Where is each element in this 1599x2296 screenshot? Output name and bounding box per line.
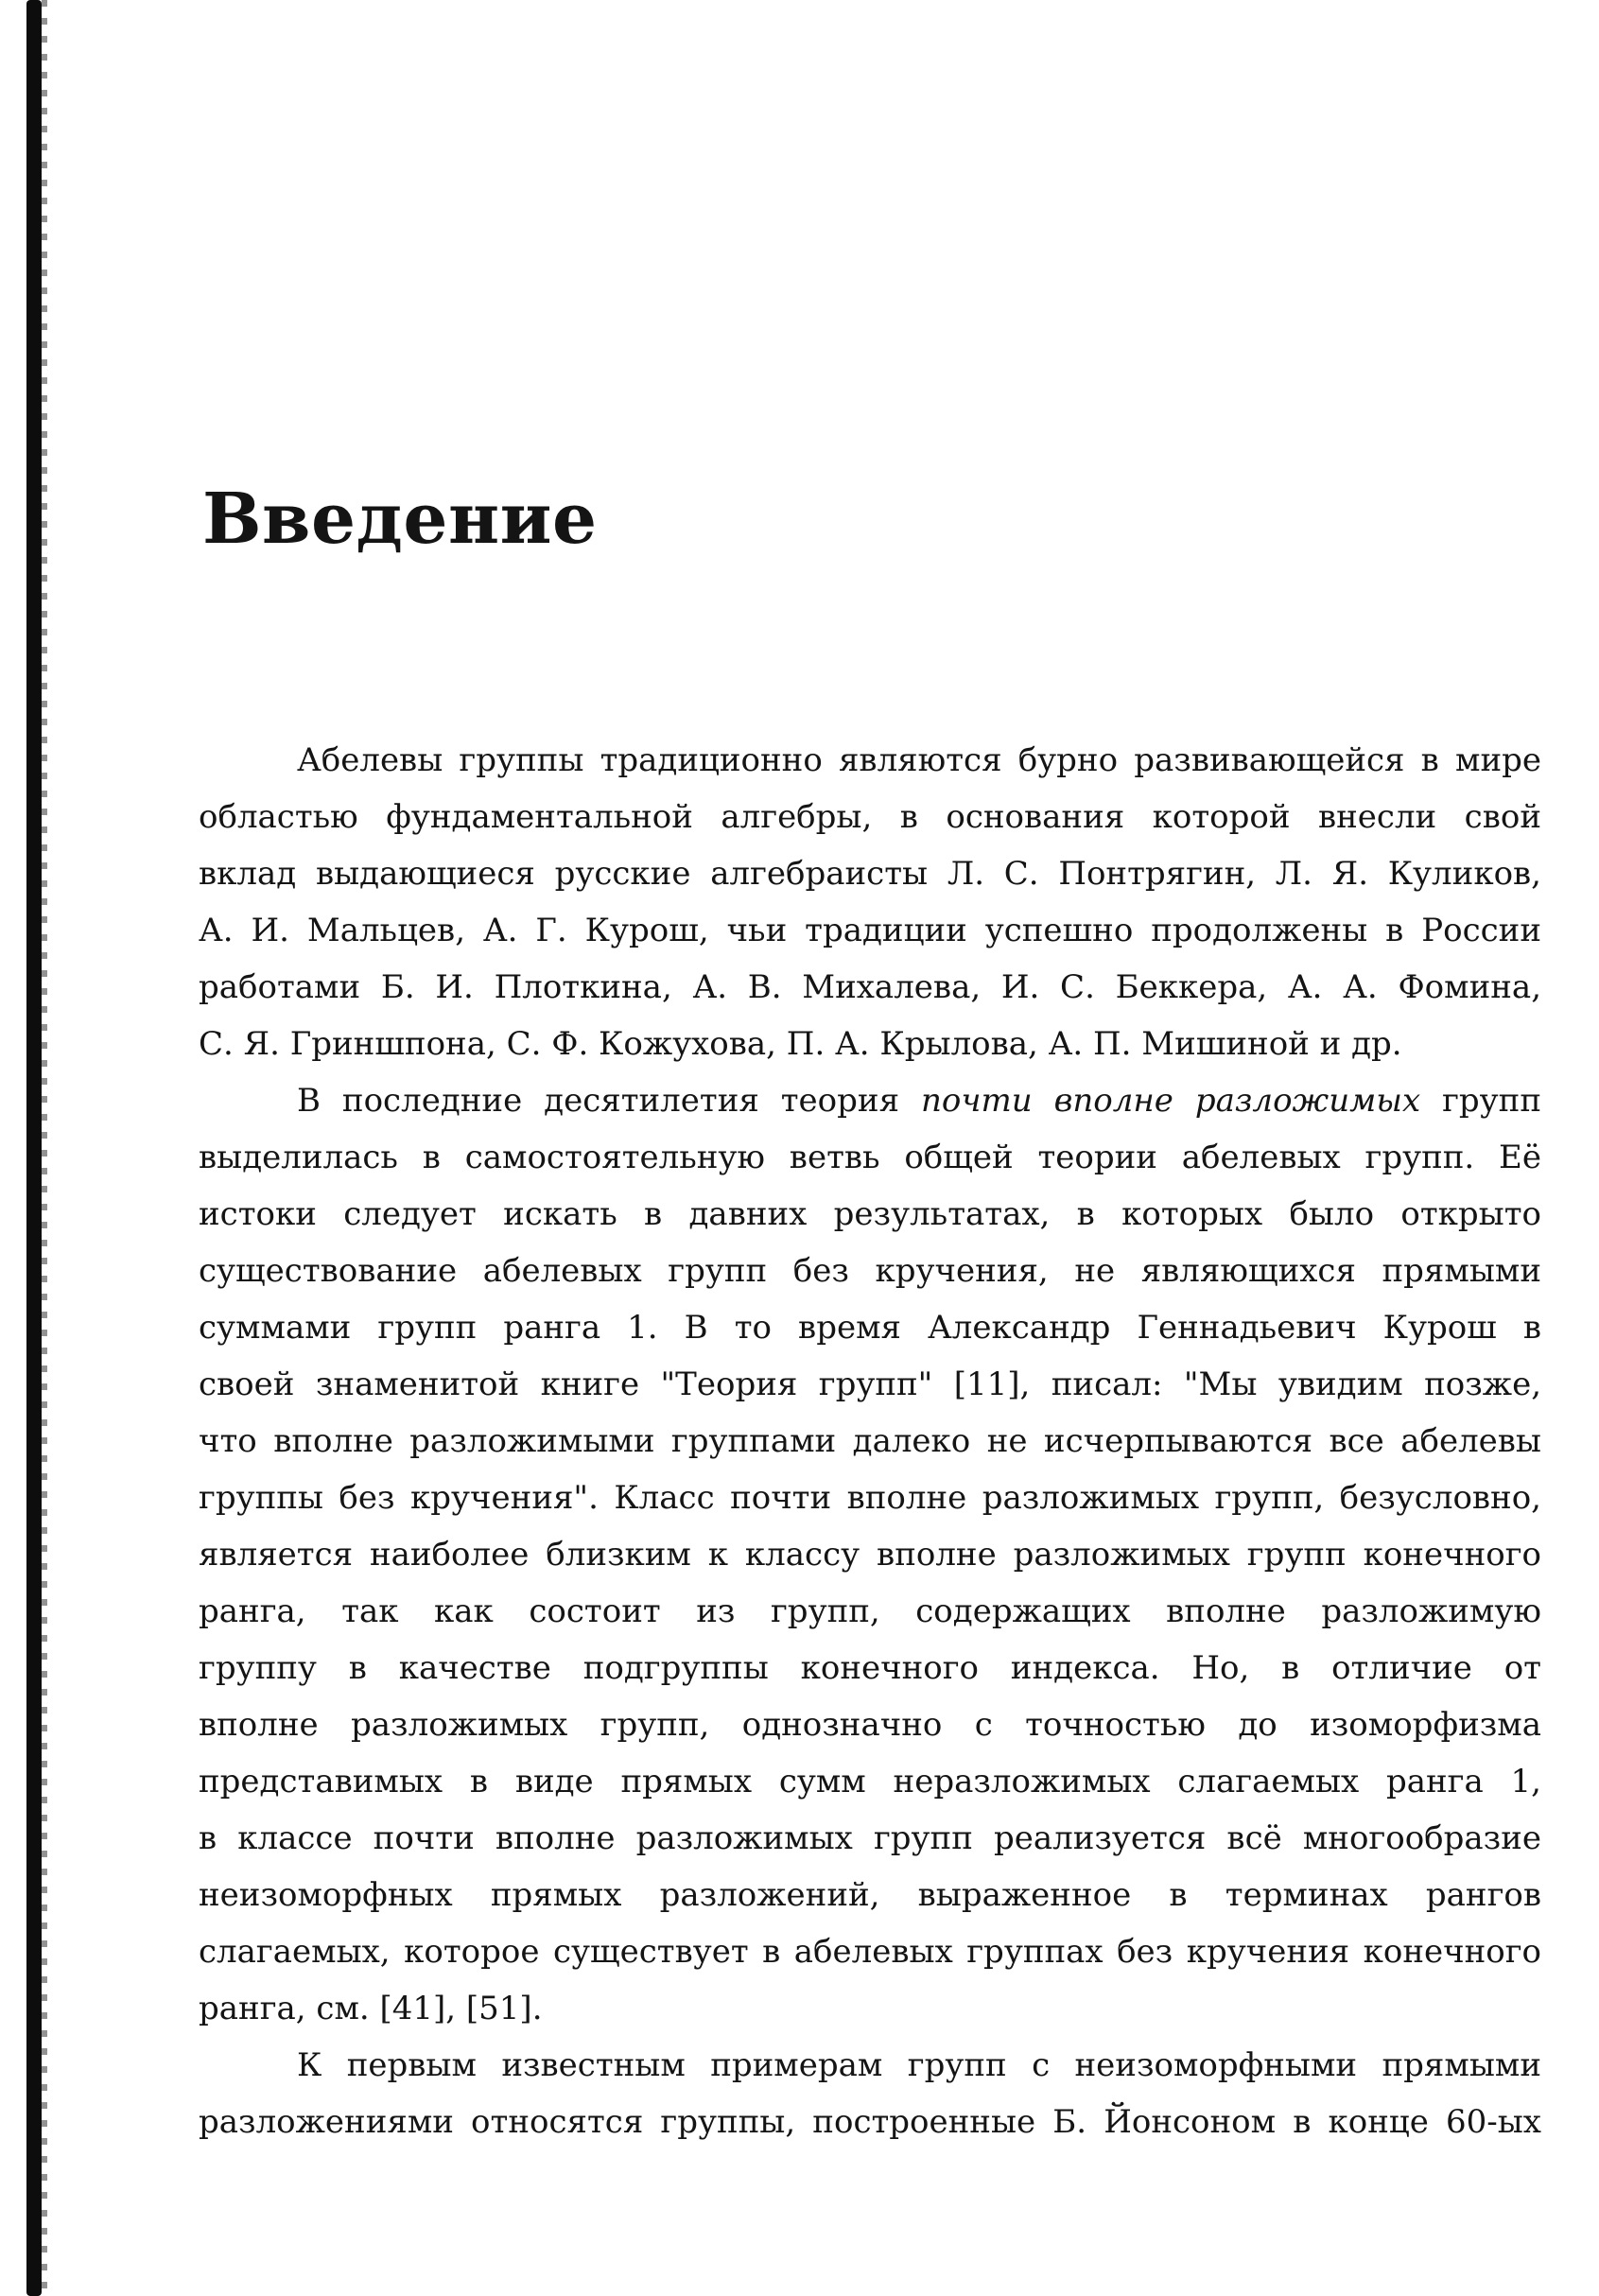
text-line: вполне разложимых групп, однозначно с точностью до изоморфизма (199, 1706, 1541, 1744)
paragraph-2 (199, 1072, 1541, 2037)
text-segment: В последние десятилетия теория (297, 1082, 921, 1120)
text-line: в классе почти вполне разложимых групп реализуется всё многообразие (199, 1819, 1541, 1857)
paragraph-3 (199, 2037, 1541, 2150)
text-line: областью фундаментальной алгебры, в основания которой внесли свой (199, 798, 1541, 836)
text-line: вклад выдающиеся русские алгебраисты Л. С. Понтрягин, Л. Я. Куликов, (199, 855, 1541, 893)
text-line: неизоморфных прямых разложений, выраженное в терминах рангов (199, 1876, 1541, 1914)
scan-edge-fringe (42, 0, 47, 2296)
body-text (199, 732, 1541, 2150)
text-line: группы без кручения". Класс почти вполне разложимых групп, безусловно, (199, 1479, 1541, 1517)
text-line: ранга, см. [41], [51]. (199, 1990, 543, 2027)
text-segment: групп (1420, 1082, 1541, 1120)
text-line: Абелевы группы традиционно являются бурно развивающейся в мире (297, 741, 1541, 779)
text-line: существование абелевых групп без кручения, не являющихся прямыми (199, 1252, 1541, 1290)
text-line: своей знаменитой книге "Теория групп" [11], писал: "Мы увидим позже, (199, 1365, 1541, 1403)
text-line: истоки следует искать в давних результатах, в которых было открыто (199, 1195, 1541, 1233)
text-line: К первым известным примерам групп с неизоморфными прямыми (297, 2046, 1541, 2084)
text-line: слагаемых, которое существует в абелевых группах без кручения конечного (199, 1933, 1541, 1971)
text-line: суммами групп ранга 1. В то время Александр Геннадьевич Курош в (199, 1309, 1541, 1347)
text-line: А. И. Мальцев, А. Г. Курош, чьи традиции успешно продолжены в России (199, 912, 1541, 949)
text-line: что вполне разложимыми группами далеко не исчерпываются все абелевы (199, 1422, 1541, 1460)
text-line: представимых в виде прямых сумм неразложимых слагаемых ранга 1, (199, 1763, 1541, 1800)
chapter-title: Введение (202, 478, 598, 560)
scan-binding-edge (26, 0, 42, 2296)
emphasized-term: почти вполне разложимых (920, 1082, 1421, 1120)
text-line (199, 1072, 1541, 1129)
text-line: разложениями относятся группы, построенные Б. Йонсоном в конце 60-ых (199, 2103, 1541, 2141)
paragraph-1 (199, 732, 1541, 1072)
text-line: работами Б. И. Плоткина, А. В. Михалева, И. С. Беккера, А. А. Фомина, (199, 968, 1541, 1006)
text-line: ранга, так как состоит из групп, содержащих вполне разложимую (199, 1592, 1541, 1630)
text-line: выделилась в самостоятельную ветвь общей теории абелевых групп. Её (199, 1139, 1541, 1176)
text-line: является наиболее близким к классу вполне разложимых групп конечного (199, 1536, 1541, 1574)
text-line: С. Я. Гриншпона, С. Ф. Кожухова, П. А. Крылова, А. П. Мишиной и др. (199, 1025, 1402, 1063)
text-line: группу в качестве подгруппы конечного индекса. Но, в отличие от (199, 1649, 1541, 1687)
